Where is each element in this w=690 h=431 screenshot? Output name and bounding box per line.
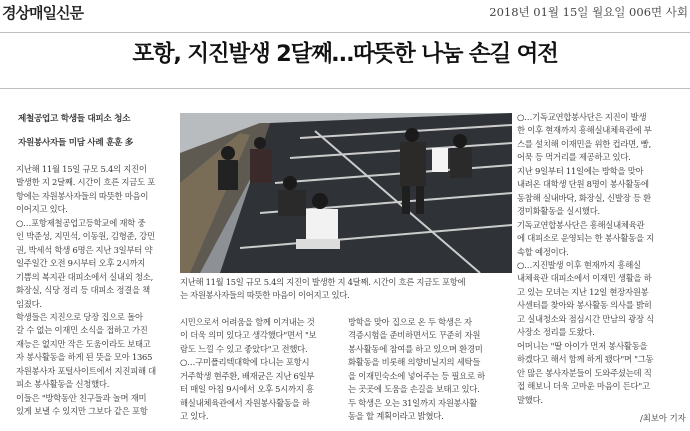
article-line: 자원봉사자 포털사이트에서 지진피해 대: [16, 365, 156, 376]
article-line: 을 이재민숙소에 넣어주는 등 필요로 하: [348, 370, 485, 381]
subheadline-2: 자원봉사자들 미담 사례 훈훈 多: [18, 138, 134, 148]
photo-caption: [180, 276, 512, 302]
article-line: 지난 9일부터 11일에는 방학을 맞아: [517, 165, 644, 176]
newspaper-logo: 경상매일신문: [2, 4, 83, 22]
article-line: 두 학생은 오는 31일까지 자원봉사활: [348, 397, 478, 408]
headline: 포항, 지진발생 2달째…따뜻한 나눔 손길 여전: [132, 41, 558, 67]
article-line: 격증시험을 준비하면서도 꾸준히 자원: [348, 330, 481, 341]
article-column-4: [517, 111, 687, 411]
article-column-2: [180, 316, 342, 431]
byline: /최보아 기자: [640, 413, 686, 423]
article-line: 접 해보니 더욱 고마운 마음이 든다"고: [517, 381, 650, 392]
article-line: 하겠다고 해서 함께 하게 됐다"며 "그동: [517, 354, 654, 365]
article-line: 화활동을 비롯해 의향비닐지의 세탁들: [348, 357, 481, 368]
article-line: 고 있는 모녀는 지난 12일 현장자원봉: [517, 286, 649, 297]
article-line: 고 실내청소와 점심시간 만남의 광장 식: [517, 313, 654, 324]
article-line: 있게 보낼 수 있지만 그보다 같은 포항: [16, 406, 148, 417]
article-line: 어묵 등 먹거리를 제공하고 있다.: [517, 152, 631, 163]
article-line: 한 이후 현재까지 흥해실내체육관에 부: [517, 125, 652, 136]
article-line: ○…지진발생 이후 현재까지 흥해실: [517, 259, 641, 270]
article-line: 화장실, 식당 정리 등 대피소 정결을 책: [16, 285, 150, 296]
caption-line: 는 자원봉사자들의 따뜻한 마음이 이어지고 있다.: [180, 290, 350, 301]
article-line: 일주일간 오전 9시부터 오후 2시까지: [16, 258, 146, 269]
article-line: 재능은 없지만 작은 도움이라도 보태고: [16, 338, 151, 349]
article-line: 안 많은 봉사자분들이 도와주셨는데 직: [517, 367, 652, 378]
article-line: 방학을 맞아 집으로 온 두 학생은 자: [348, 317, 472, 327]
article-line: 내려온 대학생 단원 8명이 봉사활동에: [517, 179, 649, 190]
article-line: 이어지고 있다.: [16, 204, 68, 215]
article-column-3: [348, 316, 512, 431]
article-line: 시민으로서 어려움을 함께 이겨내는 것: [180, 317, 315, 327]
article-line: 사센터를 찾아와 봉사활동 의사를 밝히: [517, 300, 652, 311]
article-line: 터 매일 아침 9시에서 오후 5시까지 흥: [180, 384, 314, 395]
article-line: 학생들은 지진으로 당장 집으로 돌아: [16, 311, 143, 322]
volunteer-photo: [180, 113, 512, 273]
article-line: 자 봉사활동을 하게 된 뜻을 모아 1365: [16, 352, 153, 363]
article-column-1: [16, 163, 176, 431]
article-line: 봉사활동에 참여를 하고 있으며 환경미: [348, 343, 483, 354]
article-line: 고 있다.: [180, 411, 209, 422]
article-line: 스를 설치해 이재민을 위한 컵라면, 빵,: [517, 138, 651, 149]
article-line: 는 곳곳에 도움을 손길을 보태고 있다.: [348, 384, 480, 395]
article-line: 경미화활동을 실시했다.: [517, 206, 600, 217]
article-line: 갈 수 없는 이재민 소식을 접하고 가진: [16, 325, 148, 336]
article-line: 이들은 "방학동안 친구들과 놀며 재미: [16, 392, 147, 403]
article-line: 기독교연합봉사단은 흥해실내체육관: [517, 219, 645, 230]
article-line: 어머니는 "딸 아이가 먼저 봉사활동을: [517, 340, 648, 351]
dateline: 2018년 01월 15일 월요일 006면 사회: [489, 5, 688, 19]
article-line: 기쁨의 복지관 대피소에서 실내외 청소,: [16, 271, 153, 282]
article-line: 말했다.: [517, 394, 543, 405]
article-line: 동참해 실내바닥, 화장실, 신발장 등 환: [517, 192, 651, 203]
article-line: 피소 봉사활동을 신청했다.: [16, 379, 110, 390]
subheadline-1: 제철공업고 학생들 대피소 청소: [18, 114, 131, 124]
article-line: 해실내체육관에서 자원봉사활동을 하: [180, 397, 310, 408]
article-line: 권, 박세석 학생 6명은 지난 3일부터 약: [16, 244, 153, 255]
article-line: ○…구미폴리텍대학에 다니는 포항시: [180, 357, 310, 368]
article-line: 항에는 자원봉사자들의 따뜻한 마음이: [16, 190, 149, 201]
article-line: 에 대피소로 운영되는 한 봉사활동을 지: [517, 233, 654, 244]
article-line: 지난해 11월 15일 규모 5.4의 지진이: [16, 164, 147, 174]
article-line: 내체육관 대피소에서 이재민 생활을 하: [517, 273, 652, 284]
article-line: 발생한 지 2달째. 시간이 흐른 지금도 포: [16, 177, 156, 188]
article-line: ○…포항제철공업고등학교에 재학 중: [16, 217, 146, 228]
caption-line: 지난해 11월 15일 규모 5.4의 지진이 발생한 지 4달째. 시간이 흐른 지금도 포항에: [180, 277, 466, 287]
article-line: 인 박준성, 지민석, 이동원, 김형준, 강민: [16, 231, 155, 242]
article-line: 이 더욱 의미 있다고 생각했다"면서 "보: [180, 330, 317, 341]
masthead: [0, 0, 690, 33]
article-line: 동을 할 계획이라고 밝혔다.: [348, 411, 444, 422]
article-line: 속할 예정이다.: [517, 246, 569, 257]
article-line: 임졌다.: [16, 298, 42, 309]
article-line: ○…기독교연합봉사단은 지진이 발생: [517, 112, 647, 122]
article-line: 거주학생 현주환, 배재균은 지난 6일부: [180, 370, 315, 381]
article-line: 사장소 정리를 도왔다.: [517, 327, 595, 338]
headline-rule: [0, 88, 690, 89]
article-line: 람도 느낄 수 있고 좋았다"고 전했다.: [180, 343, 308, 354]
